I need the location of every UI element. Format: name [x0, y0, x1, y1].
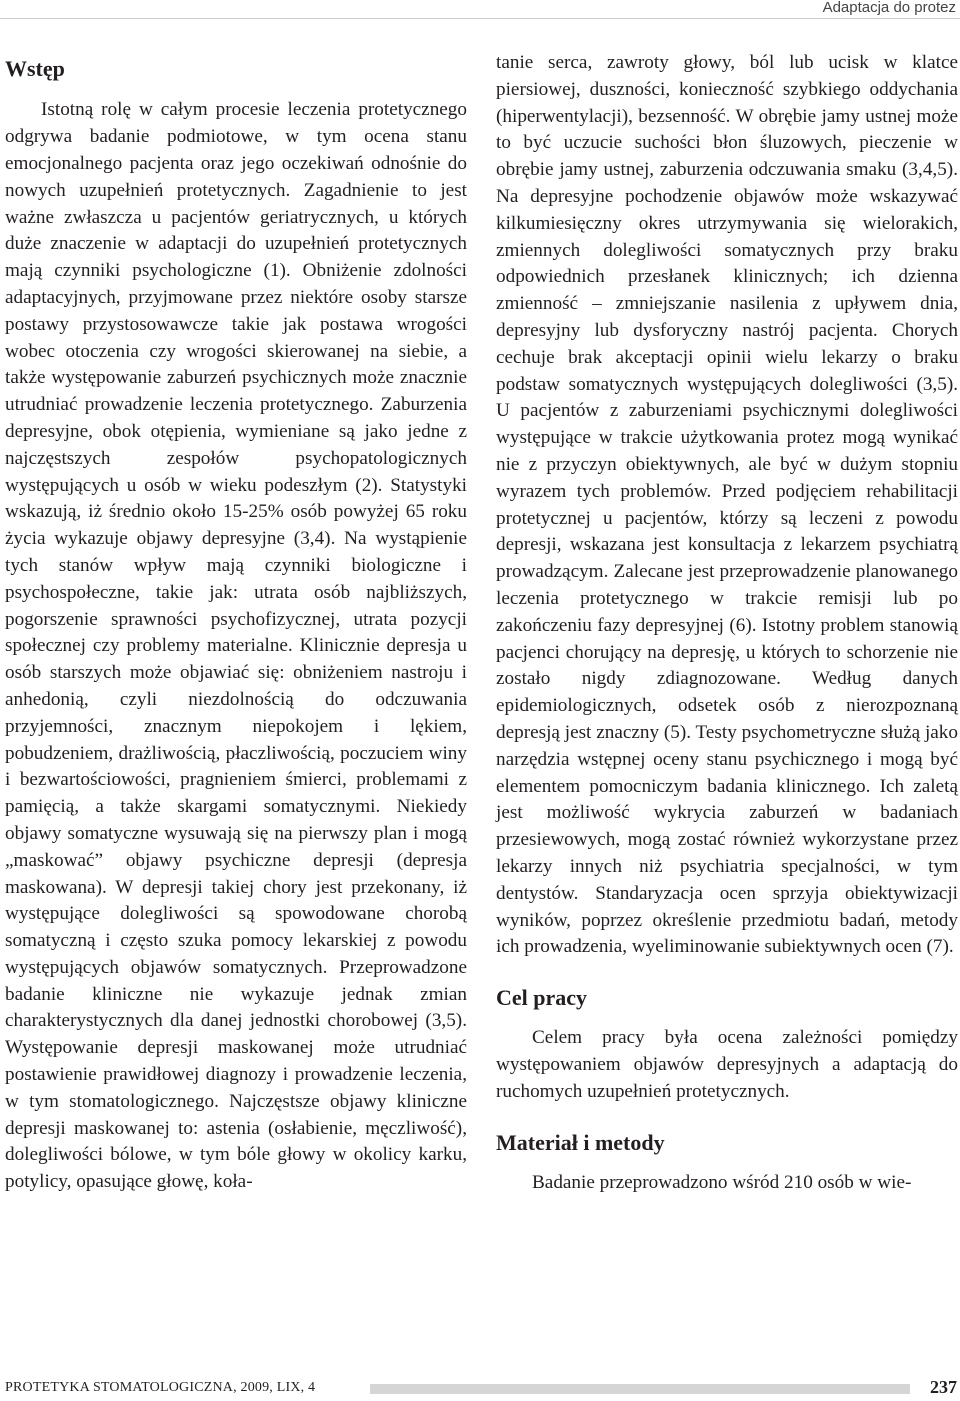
methods-paragraph: Badanie przeprowadzono wśród 210 osób w wie- [532, 1172, 912, 1194]
page-number: 237 [930, 1377, 957, 1397]
introduction-paragraph: Istotną rolę w całym procesie leczenia protetycznego odgrywa badanie podmiotowe, w tym ocena stanu emocjonalnego pacjenta oraz jego oczekiwań odnośnie do nowych uzupełnień protetycznych. Zagadnienie to jest ważne zwłaszcza u pacjentów geriatrycznych, u których duże znaczenie w adaptacji do uzupełnień protetycznych mają czynniki psychologiczne (1). Obniżenie zdolności adaptacyjnych, przyjmowane przez niektóre osoby starsze postawy przystosowawcze takie jak postawa wrogości wobec otoczenia czy wrogości skierowanej na siebie, a także występowanie zaburzeń psychicznych może znacznie utrudniać prowadzenie leczenia protetycznego. Zaburzenia depresyjne, obok otępienia, wymieniane są jako jedne z najczęstszych zespołów psychopatologicznych występujących u osób w wieku podeszłym (2). Statystyki wskazują, iż średnio około 15-25% osób powyżej 65 roku życia wykazuje objawy depresyjne (3,4). Na wystąpienie tych stanów wpływ mają czynniki biologiczne i psychospołeczne, takie jak: utrata osób najbliższych, pogorszenie sprawności psychofizycznej, utrata pozycji społecznej czy problemy materialne. Klinicznie depresja u osób starszych może objawiać się: obniżeniem nastroju i anhedonią, czyli niezdolnością do odczuwania przyjemności, znacznym niepokojem i lękiem, pobudzeniem, drażliwością, płaczliwością, poczuciem winy i bezwartościowości, pragnieniem śmierci, problemami z pamięcią, a także skargami somatycznymi. Niekiedy objawy somatyczne wysuwają się na pierwszy plan i mogą „maskować” objawy psychiczne depresji (depresja maskowana). W depresji takiej chory jest przekonany, iż występujące dolegliwości są spowodowane chorobą somatyczną i często szuka pomocy lekarskiej z powodu występujących objawów somatycznych. Przeprowadzone badanie kliniczne nie wykazuje jednak zmian charakterystycznych dla danej jednostki chorobowej (3,5). Występowanie depresji maskowanej może utrudniać postawienie prawidłowej diagnozy i prowadzenie leczenia, w tym stomatologicznego. Najczęstsze objawy kliniczne depresji maskowanej to: astenia (osłabienie, męczliwość), dolegliwości bólowe, w tym bóle głowy w okolicy karku, potylicy, opasujące głowę, koła- [5, 99, 467, 1193]
introduction-continuation-paragraph: tanie serca, zawroty głowy, ból lub ucisk w klatce piersiowej, duszności, konieczność szybkiego oddychania (hiperwentylacji), bezsenność. W obrębie jamy ustnej może to być uczucie suchości błon śluzowych, pieczenie w obrębie jamy ustnej, zaburzenia odczuwania smaku (3,4,5). Na depresyjne pochodzenie objawów może wskazywać kilkumiesięczny okres utrzymywania się wielorakich, zmiennych dolegliwości somatycznych przy braku odpowiednich przesłanek klinicznych; ich dzienna zmienność – zmniejszanie nasilenia z upływem dnia, depresyjny lub dysforyczny nastrój pacjenta. Chorych cechuje brak akceptacji opinii wielu lekarzy o braku podstaw somatycznych występujących dolegliwości (3,5). U pacjentów z zaburzeniami psychicznymi dolegliwości występujące w trakcie użytkowania protez mogą wynikać nie z przyczyn obiektywnych, ale być w dużym stopniu wyrazem tych problemów. Przed podjęciem rehabilitacji protetycznej u pacjentów, którzy są leczeni z powodu depresji, wskazana jest konsultacja z lekarzem psychiatrą prowadzącym. Zalecane jest przeprowadzenie planowanego leczenia protetycznego w trakcie remisji lub po zakończeniu fazy depresyjnej (6). Istotny problem stanowią pacjenci chorujący na depresję, u których to schorzenie nie zostało nigdy zdiagnozowane. Według danych epidemiologicznych, odsetek osób z nierozpoznaną depresją jest znaczny (5). Testy psychometryczne służą jako narzędzia wstępnej oceny stanu psychicznego i mogą być elementem pomocniczym badania klinicznego. Ich zaletą jest możliwość wykrycia zaburzeń w badaniach przesiewowych, mogą zostać również wykorzystane przez lekarzy innych niż psychiatria specjalności, w tym dentystów. Standaryzacja ocen sprzyja obiektywizacji wyników, poprzez określenie przedmiotu badań, metody ich prowadzenia, wyeliminowanie subiektywnych ocen (7). [496, 52, 958, 958]
journal-info: PROTETYKA STOMATOLOGICZNA, 2009, LIX, 4 [5, 1380, 316, 1395]
introduction-continuation-body [496, 50, 958, 961]
section-heading-methods: Materiał i metody [496, 1129, 665, 1155]
running-head: Adaptacja do protez [822, 0, 956, 16]
footer-bar [370, 1384, 910, 1394]
methods-body [496, 1170, 958, 1197]
left-column [5, 50, 467, 1196]
section-heading-aim: Cel pracy [496, 985, 588, 1011]
aim-body [496, 1025, 958, 1105]
introduction-body [5, 97, 467, 1196]
section-heading-introduction: Wstęp [5, 56, 65, 81]
page-footer [0, 1376, 960, 1400]
aim-paragraph: Celem pracy była ocena zależności pomiędzy występowaniem objawów depresyjnych a adaptacją do ruchomych uzupełnień protetycznych. [496, 1027, 958, 1103]
header-rule [0, 0, 960, 19]
right-column [496, 50, 958, 1197]
